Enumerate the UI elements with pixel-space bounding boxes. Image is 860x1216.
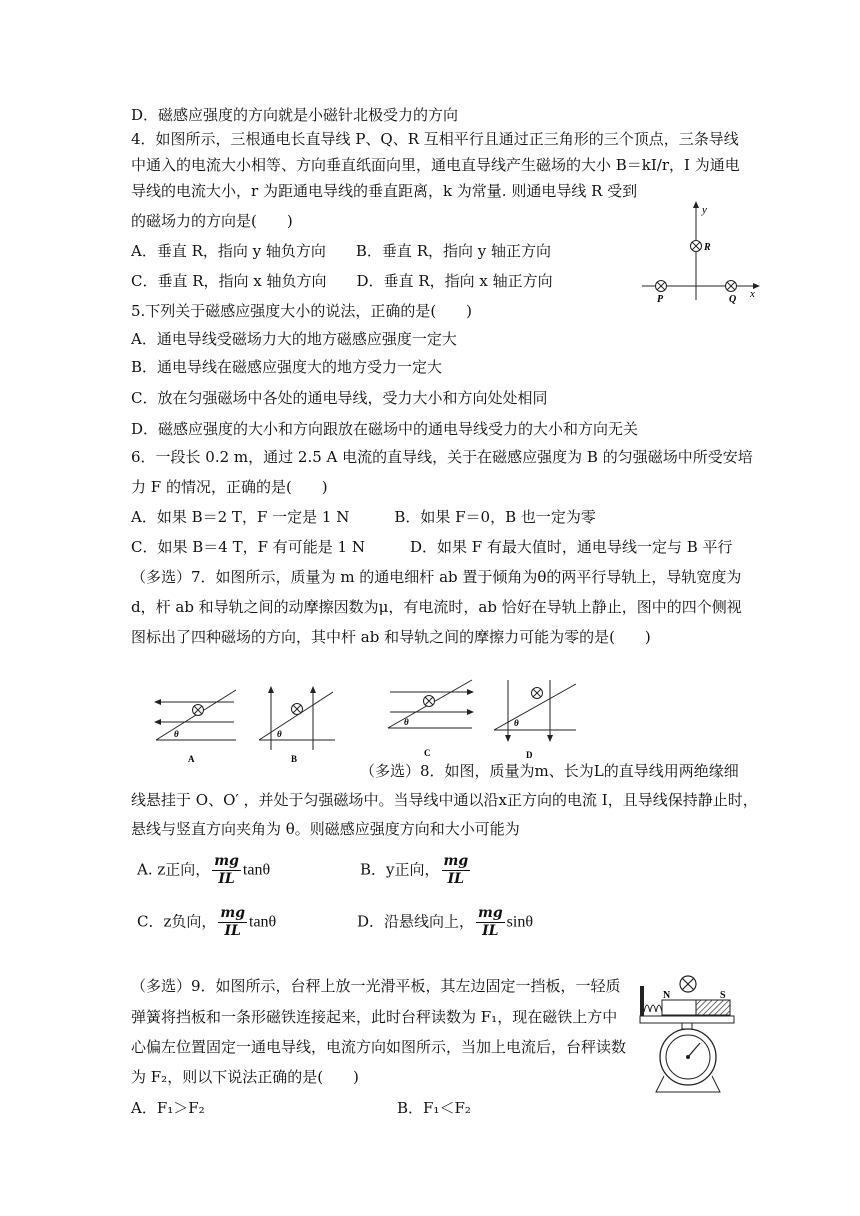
field-arrow-right-icon bbox=[467, 689, 474, 695]
q5-option-d: D．磁感应强度的大小和方向跟放在磁场中的通电导线受力的大小和方向无关 bbox=[131, 420, 639, 438]
rod-current-into-page-icon bbox=[532, 688, 543, 699]
q6-stem-line-2: 力 F 的情况，正确的是( ) bbox=[131, 478, 328, 496]
rod-current-into-page-icon bbox=[292, 704, 303, 715]
field-arrow-up-icon bbox=[268, 686, 274, 693]
dial-pivot bbox=[686, 1055, 690, 1059]
fraction-denominator: IL bbox=[218, 871, 235, 887]
figure-label-d: D bbox=[526, 750, 533, 760]
q6-options-cd: C．如果 B＝4 T，F 有可能是 1 N D．如果 F 有最大值时，通电导线一定与 B 平行 bbox=[131, 538, 733, 556]
q8-option-b-fraction bbox=[442, 853, 471, 888]
left-baffle bbox=[640, 986, 644, 1016]
q4-stem-line-3: 导线的电流大小，r 为距通电导线的垂直距离，k 为常量. 则通电导线 R 受到 bbox=[131, 182, 638, 200]
q6-options-ab: A．如果 B＝2 T，F 一定是 1 N B．如果 F＝0，B 也一定为零 bbox=[131, 508, 596, 526]
figure-label-a: A bbox=[188, 754, 195, 764]
q9-stem-line-4: 为 F₂，则以下说法正确的是( ) bbox=[131, 1068, 359, 1086]
q4-stem-line-4: 的磁场力的方向是( ) bbox=[131, 212, 293, 230]
figure-label-c: C bbox=[424, 748, 431, 758]
q7-stem-line-3: 图标出了四种磁场的方向，其中杆 ab 和导轨之间的摩擦力可能为零的是( ) bbox=[131, 628, 651, 646]
field-arrow-left-icon bbox=[154, 699, 161, 705]
q5-stem: 5.下列关于磁感应强度大小的说法，正确的是( ) bbox=[131, 302, 473, 320]
q8-option-b bbox=[360, 853, 472, 888]
y-axis-label: y bbox=[702, 204, 707, 216]
theta-label: θ bbox=[514, 718, 519, 728]
q8-option-c-trig: tanθ bbox=[249, 913, 277, 931]
rod-current-into-page-icon bbox=[424, 696, 435, 707]
q8-option-a-label: A. z正向， bbox=[137, 860, 211, 879]
q9-figure-scale bbox=[638, 972, 750, 1098]
theta-label: θ bbox=[277, 729, 282, 739]
q4-options-cd: C．垂直 R，指向 x 轴负方向 D．垂直 R，指向 x 轴正方向 bbox=[131, 272, 553, 290]
scale-stem bbox=[682, 1023, 692, 1029]
field-arrow-left-icon bbox=[154, 719, 161, 725]
magnet-s-pole bbox=[696, 1000, 730, 1015]
field-arrow-up-icon bbox=[310, 686, 316, 693]
q8-option-d-fraction bbox=[476, 905, 505, 940]
q9-stem-line-3: 心偏左位置固定一通电导线，电流方向如图所示，当加上电流后，台秤读数 bbox=[131, 1038, 627, 1056]
q8-option-c-fraction bbox=[218, 905, 247, 940]
q8-option-b-label: B．y正向， bbox=[360, 860, 440, 879]
q7-figure-d bbox=[490, 678, 582, 764]
q8-option-d-trig: sinθ bbox=[506, 913, 533, 931]
label-q: Q bbox=[729, 294, 737, 305]
figure-label-b: B bbox=[291, 754, 298, 764]
fraction-denominator: IL bbox=[482, 923, 499, 939]
q8-stem-line-2: 线悬挂于 O、O′ ，并处于匀强磁场中。当导线中通以沿x正方向的电流 I，且导线保持静止时， bbox=[131, 791, 758, 809]
wire-q-into-page-icon bbox=[726, 281, 737, 292]
q7-stem-line-2: d，杆 ab 和导轨之间的动摩擦因数为μ，有电流时，ab 恰好在导轨上静止，图中的四个侧视 bbox=[131, 598, 742, 616]
x-axis-label: x bbox=[750, 288, 755, 300]
q4-options-ab: A．垂直 R，指向 y 轴负方向 B．垂直 R，指向 y 轴正方向 bbox=[131, 242, 552, 260]
q8-option-d-label: D．沿悬线向上， bbox=[357, 912, 475, 931]
label-n: N bbox=[663, 990, 671, 1001]
q5-option-b: B．通电导线在磁感应强度大的地方受力一定大 bbox=[131, 358, 443, 376]
q8-stem-line-3: 悬线与竖直方向夹角为 θ。则磁感应强度方向和大小可能为 bbox=[131, 820, 520, 838]
label-r: R bbox=[704, 242, 711, 253]
incline-rail bbox=[259, 692, 333, 740]
q4-stem-line-1: 4．如图所示，三根通电长直导线 P、Q、R 互相平行且通过正三角形的三个顶点，三条导线 bbox=[131, 130, 739, 148]
q8-option-a-fraction bbox=[212, 853, 241, 888]
q9-option-a: A．F₁＞F₂ bbox=[131, 1099, 205, 1117]
fraction-numerator: mg bbox=[443, 853, 469, 869]
fraction-denominator: IL bbox=[224, 923, 241, 939]
theta-label: θ bbox=[174, 729, 179, 739]
q4-stem-line-2: 中通入的电流大小相等、方向垂直纸面向里，通电直导线产生磁场的大小 B＝kI/r，I 为通电 bbox=[131, 156, 740, 174]
q9-stem-line-1: （多选）9．如图所示，台秤上放一光滑平板，其左边固定一挡板，一轻质 bbox=[131, 977, 621, 995]
label-p: P bbox=[657, 294, 664, 305]
field-arrow-down-icon bbox=[505, 735, 511, 742]
y-axis-arrow bbox=[693, 201, 699, 208]
wire-p-into-page-icon bbox=[656, 281, 667, 292]
q7-figure-a bbox=[150, 682, 242, 766]
q5-option-a: A．通电导线受磁场力大的地方磁感应强度一定大 bbox=[131, 330, 457, 348]
label-s: S bbox=[720, 990, 726, 1001]
q3-option-d: D．磁感应强度的方向就是小磁针北极受力的方向 bbox=[131, 106, 459, 124]
q8-option-a-trig: tanθ bbox=[242, 861, 271, 879]
fraction-numerator: mg bbox=[220, 905, 245, 921]
field-arrow-right-icon bbox=[467, 709, 474, 715]
q8-option-c bbox=[137, 905, 276, 940]
q7-stem-line-1: （多选）7．如图所示，质量为 m 的通电细杆 ab 置于倾角为θ的两平行导轨上，导轨宽度为 bbox=[131, 568, 742, 586]
spring-icon bbox=[644, 1005, 662, 1012]
q8-option-a bbox=[137, 853, 270, 888]
q4-figure-axes bbox=[636, 196, 766, 308]
fraction-denominator: IL bbox=[447, 871, 464, 887]
field-arrow-down-icon bbox=[547, 735, 553, 742]
q7-figure-c bbox=[384, 678, 476, 762]
wire-current-into-page-icon bbox=[680, 976, 696, 992]
q8-option-d bbox=[357, 905, 533, 940]
q5-option-c: C．放在匀强磁场中各处的通电导线，受力大小和方向处处相同 bbox=[131, 389, 548, 407]
theta-label: θ bbox=[404, 717, 409, 727]
q8-option-c-label: C．z负向， bbox=[137, 912, 217, 931]
q9-option-b: B．F₁＜F₂ bbox=[397, 1099, 471, 1117]
fraction-numerator: mg bbox=[214, 853, 239, 869]
fraction-numerator: mg bbox=[478, 905, 503, 921]
q9-stem-line-2: 弹簧将挡板和一条形磁铁连接起来，此时台秤读数为 F₁，现在磁铁上方中 bbox=[131, 1008, 618, 1026]
smooth-plate bbox=[640, 1016, 734, 1023]
q6-stem-line-1: 6．一段长 0.2 m，通过 2.5 A 电流的直导线，关于在磁感应强度为 B 的匀强磁场中所受安培 bbox=[131, 448, 753, 466]
wire-r-into-page-icon bbox=[691, 241, 702, 252]
q7-figure-b bbox=[255, 682, 339, 766]
q8-stem-line-1: （多选）8．如图，质量为m、长为L的直导线用两绝缘细 bbox=[360, 762, 739, 780]
rod-current-into-page-icon bbox=[193, 705, 204, 716]
